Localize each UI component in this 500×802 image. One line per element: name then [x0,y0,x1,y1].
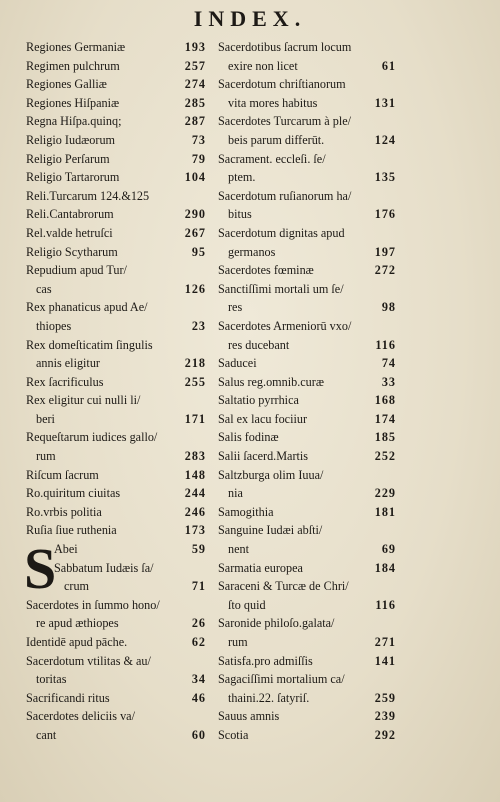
index-entry [26,168,206,187]
index-entry [26,466,206,485]
drop-cap-initial: S [24,536,57,602]
entry-text-continued: thiopes [36,318,72,333]
index-entry [218,428,396,447]
entry-text: Rex eligitur cui nulli li/ [26,393,141,408]
entry-text: Sagaciſſimi mortalium ca/ [218,672,345,687]
page-number: 257 [184,58,206,73]
entry-text: Salus reg.omnib.curæ [218,374,324,389]
page-number: 174 [374,411,396,426]
entry-text: Samogithia [218,504,274,519]
entry-text: Religio Scytharum [26,244,118,259]
entry-text: Identidē apud pāche. [26,635,128,649]
index-entry [26,57,206,76]
entry-text-continued: rum [36,449,56,464]
index-entry [26,540,206,559]
index-column-right [218,38,396,745]
entry-text: Sacerdotes Armeniorū vxo/ [218,318,352,333]
entry-text: Requeſtarum iudices gallo/ [26,430,158,445]
page-number: 173 [184,523,206,538]
entry-text: Ro.vrbis politia [26,504,102,519]
page-number: 23 [191,318,206,333]
page-number: 252 [374,449,396,464]
page-number: 197 [374,244,396,259]
index-entry [218,652,396,671]
page-number: 124 [374,132,396,147]
index-entry [26,224,206,243]
page-number: 98 [381,300,396,315]
page-number: 26 [191,616,206,631]
index-entry [218,466,396,503]
entry-text: Ro.quiritum ciuitas [26,486,121,501]
page-number: 181 [374,504,396,519]
index-entry [218,112,396,149]
index-entry [26,38,206,57]
page-number: 69 [381,542,396,557]
entry-text-continued: ptem. [228,170,256,185]
page-number: 33 [381,374,396,389]
entry-text-continued: crum [64,579,90,594]
entry-text: Saducei [218,356,257,371]
entry-text: Regiones Hiſpaniæ [26,95,120,110]
page-number: 193 [184,40,206,54]
entry-text: Riſcum ſacrum [26,467,99,482]
index-entry [26,187,206,206]
entry-text: Sacrament. eccleſi. ſe/ [218,151,326,166]
entry-text: Ruſia ſiue ruthenia [26,523,117,538]
index-entry [26,75,206,94]
entry-text-continued: toritas [36,672,67,687]
entry-text-continued: nent [228,542,249,557]
page-number: 290 [184,207,206,222]
entry-text: Sanctiſſimi mortali um ſe/ [218,281,344,296]
entry-text: Sacerdotum vtilitas & au/ [26,653,151,668]
page-number: 126 [184,281,206,296]
page-number: 285 [184,95,206,110]
page-number: 218 [184,356,206,371]
index-entry [218,503,396,522]
entry-text: Sacerdotum chriſtianorum [218,77,346,92]
page-number: 34 [191,672,206,687]
page-number: 59 [191,542,206,557]
index-entry [26,243,206,262]
index-entry [218,521,396,558]
entry-text-continued: ſto quid [228,597,266,612]
entry-text: Sarmatia europea [218,560,303,575]
entry-text: Sacerdotes fœminæ [218,263,314,278]
entry-text: Scotia [218,727,249,742]
page-number: 74 [381,356,396,371]
page-number: 259 [374,690,396,705]
index-entry [26,112,206,131]
entry-text: Regiones Galliæ [26,77,107,92]
page-number: 104 [184,170,206,185]
entry-text: Saraceni & Turcæ de Chri/ [218,579,349,594]
page-number: 292 [374,727,396,742]
page-number: 246 [184,504,206,519]
page-number: 271 [374,635,396,649]
page-number: 176 [374,207,396,222]
index-entry [26,652,206,689]
entry-text: Sanguine Iudæi abſti/ [218,523,323,538]
entry-text-continued: bitus [228,207,252,222]
page-number: 185 [374,430,396,445]
entry-text-continued: nia [228,486,243,501]
index-entry [218,614,396,651]
index-entry [26,261,206,298]
entry-text-continued: cant [36,727,57,742]
entry-text: Saronide philoſo.galata/ [218,616,335,631]
page-number: 244 [184,486,206,501]
index-entry [26,150,206,169]
entry-text: Salii ſacerd.Martis [218,449,309,464]
page-number: 46 [191,690,206,705]
index-entry [218,391,396,410]
entry-text: Rex domeſticatim ſingulis [26,337,153,352]
entry-text: Rex phanaticus apud Ae/ [26,300,148,315]
index-entry [218,280,396,317]
entry-text-continued: germanos [228,244,276,259]
entry-text: Sauus amnis [218,709,280,724]
entry-text: Sacerdotes deliciis va/ [26,709,135,724]
page-number: 287 [184,114,206,129]
page-number: 168 [374,393,396,408]
entry-text-continued: res [228,300,243,315]
entry-text: Regna Hiſpa.quinq; [26,114,122,129]
index-entry [218,577,396,614]
index-entry [218,670,396,707]
index-entry [26,503,206,522]
index-entry [26,484,206,503]
page-number: 61 [381,58,396,73]
entry-text-continued: annis eligitur [36,356,100,371]
page-number: 148 [184,467,206,482]
page-number: 71 [191,579,206,594]
entry-text: Repudium apud Tur/ [26,263,127,278]
entry-text: Abei [54,542,78,557]
index-entry [218,224,396,261]
entry-text-continued: re apud æthiopes [36,616,119,631]
page-number: 62 [191,635,206,649]
entry-text: Religio Perſarum [26,151,110,166]
entry-text: Satisfa.pro admiſſis [218,653,313,668]
entry-text: Sacerdotibus ſacrum locum [218,40,352,54]
entry-text: Sacrificandi ritus [26,690,110,705]
page-number: 95 [191,244,206,259]
entry-text: Sacerdotes in ſummo hono/ [26,597,160,612]
index-entry [26,373,206,392]
entry-text-continued: thaini.22. ſatyriſ. [228,690,310,705]
index-entry [218,187,396,224]
page-number: 267 [184,225,206,240]
page-number: 141 [374,653,396,668]
page-number: 135 [374,170,396,185]
index-entry [218,38,396,75]
page-number: 255 [184,374,206,389]
index-entry [218,559,396,578]
entry-text: Religio Iudæorum [26,132,116,147]
entry-text: Sacerdotum dignitas apud [218,225,345,240]
entry-text: Regiones Germaniæ [26,40,126,54]
page-number: 229 [374,486,396,501]
page-number: 79 [191,151,206,166]
page-number: 116 [375,597,396,612]
entry-text: Saltzburga olim Iuua/ [218,467,324,482]
entry-text-continued: beri [36,411,55,426]
letter-s-section [24,536,206,602]
page-number: 131 [374,95,396,110]
entry-text: Sabbatum Iudæis ſa/ [54,560,154,575]
index-entry [26,94,206,113]
index-entry [26,336,206,373]
entry-text: Rex ſacrificulus [26,374,104,389]
entry-text: Reli.Cantabrorum [26,207,114,222]
index-entry [26,205,206,224]
page-number: 239 [374,709,396,724]
entry-text-continued: exire non licet [228,58,298,73]
entry-text: Sacerdotum ruſianorum ha/ [218,188,352,203]
entry-text: Reli.Turcarum 124.&125 [26,188,150,203]
page-number: 283 [184,449,206,464]
index-entry [26,633,206,652]
index-entry [26,707,206,744]
page-number: 171 [184,411,206,426]
entry-text: Regimen pulchrum [26,58,120,73]
page-number: 73 [191,132,206,147]
entry-text-continued: cas [36,281,52,296]
index-entry [26,131,206,150]
entry-text: Rel.valde hetruſci [26,225,113,240]
entry-text-continued: beis parum differūt. [228,132,325,147]
index-column-left [26,38,206,745]
index-entry [218,261,396,280]
index-entry [26,391,206,428]
entry-text: Religio Tartarorum [26,170,120,185]
index-entry [218,410,396,429]
index-entry [26,596,206,633]
entry-text-continued: vita mores habitus [228,95,318,110]
index-entry [218,447,396,466]
entry-text-continued: rum [228,635,248,649]
index-entry [218,354,396,373]
entry-text-continued: res ducebant [228,337,290,352]
entry-text: Salis fodinæ [218,430,279,445]
index-entry [26,298,206,335]
index-entry [218,150,396,187]
entry-text: Sacerdotes Turcarum à ple/ [218,114,352,129]
index-entry [26,428,206,465]
page-number: 272 [374,263,396,278]
index-entry [26,689,206,708]
entry-text: Sal ex lacu fociiur [218,411,308,426]
page-number: 60 [191,727,206,742]
index-entry [218,726,396,745]
page-number: 116 [375,337,396,352]
index-entry [218,707,396,726]
index-entry [26,559,206,596]
page-number: 274 [184,77,206,92]
page-title: INDEX. [193,6,307,31]
index-entry [218,317,396,354]
index-entry [218,75,396,112]
index-entry [218,373,396,392]
entry-text: Saltatio pyrrhica [218,393,299,408]
page-number: 184 [374,560,396,575]
